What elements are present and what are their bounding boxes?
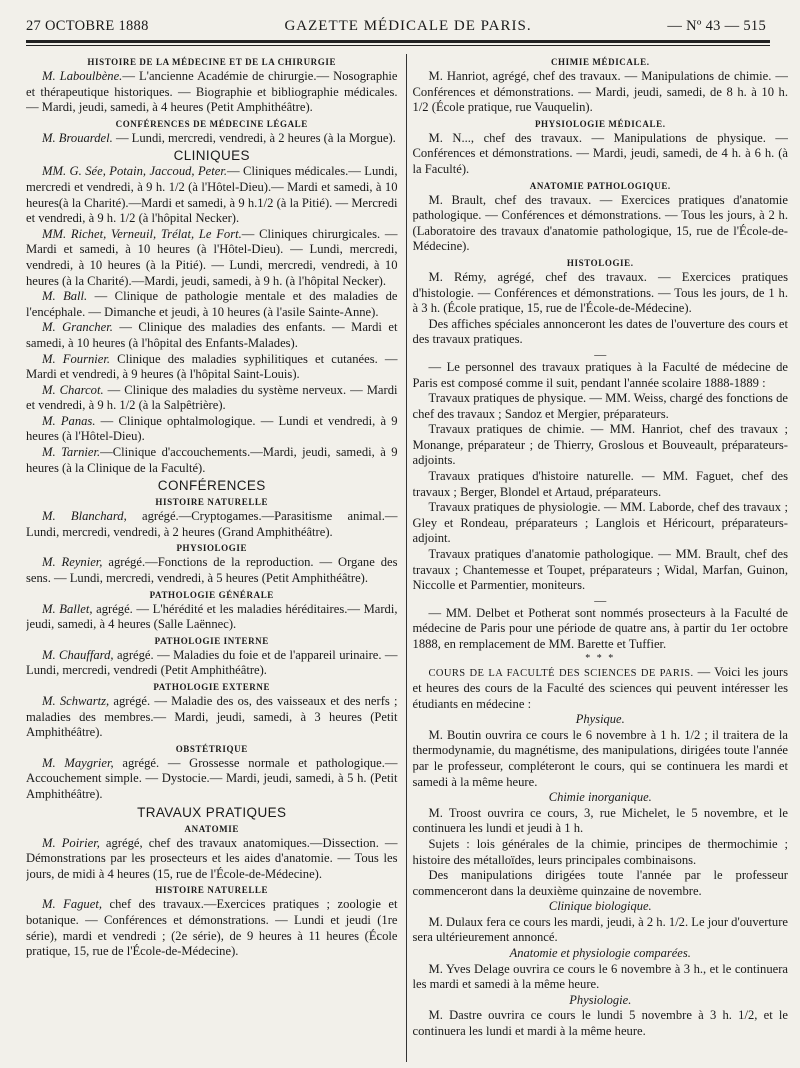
header-rule-thin: [26, 45, 770, 46]
course-entry: M. Dastre ouvrira ce cours le lundi 5 novembre à 3 h. 1/2, et le continuera les lundi et mardi à la même heure.: [412, 1008, 788, 1038]
course-entry: M. Brouardel. — Lundi, mercredi, vendredi, à 2 heures (à la Morgue).: [42, 130, 396, 145]
course-entry: Sujets : lois générales de la chimie, principes de thermochimie ; histoire des métalloïdes, leurs principales combinaisons.: [412, 836, 788, 867]
lecturer-name: M. Schwartz,: [42, 694, 110, 708]
lecturer-name: M. Laboulbène.: [42, 69, 123, 83]
header-rule-thick: [26, 40, 770, 43]
section-heading: ANATOMIE: [184, 823, 239, 834]
section-heading: PATHOLOGIE GÉNÉRALE: [149, 589, 274, 600]
section-heading: CHIMIE MÉDICALE.: [550, 57, 650, 67]
column-divider: [406, 54, 407, 1062]
lecturer-name: M. Charcot.: [42, 382, 104, 397]
course-entry: M. Dulaux fera ce cours les mardi, jeudi, à 2 h. 1/2. Le jour d'ouverture sera ultérieurement annoncé.: [412, 914, 788, 945]
lecturer-name: M. Maygrier,: [42, 755, 114, 770]
lecturer-name: M. Tarnier.: [42, 445, 101, 460]
course-entry: M. Troost ouvrira ce cours, 3, rue Michelet, le 5 novembre, et le continuera les lundi et jeudi à 1 h.: [412, 805, 788, 836]
course-entry: M. Ballet, agrégé. — L'hérédité et les maladies héréditaires.— Mardi, jeudi, samedi, à 4 heures (Salle Laënnec).: [26, 601, 398, 632]
section-heading: HISTOIRE NATURELLE: [155, 885, 269, 896]
news-paragraph: COURS DE LA FACULTÉ DES SCIENCES DE PARIS. — Voici les jours et heures des cours de la Faculté des sciences qui peuvent intéresser les étudiants en médecine :: [412, 664, 788, 711]
section-heading: HISTOIRE DE LA MÉDECINE ET DE LA CHIRURGIE: [87, 57, 337, 67]
course-entry: M. Grancher. — Clinique des maladies des enfants. — Mardi et samedi, à 10 heures (à l'hôpital des Enfants-Malades).: [26, 320, 398, 350]
separator-dash: —: [594, 346, 607, 361]
lecturer-name: M. Panas.: [42, 413, 96, 428]
asterism-separator: * * *: [585, 652, 616, 664]
course-entry: M. Panas. — Clinique ophtalmologique. — Lundi et vendredi, à 9 heures (à l'Hôtel-Dieu).: [26, 413, 398, 444]
staff-entry: Travaux pratiques de physiologie. — MM. Laborde, chef des travaux ; Gley et Rondeau, préparateurs ; Langlois et Héricourt, préparateurs-adjoint.: [412, 500, 788, 546]
right-column: [413, 54, 788, 1062]
course-entry: M. Poirier, agrégé, chef des travaux anatomiques.—Dissection. — Démonstrations par les prosecteurs et les aides d'anatomie. — Tous les jours, de midi à 4 heures (15, rue de l'École-de-Médecine).: [26, 835, 398, 881]
columns: [26, 54, 788, 1062]
running-head: [26, 18, 766, 35]
course-entry: M. Schwartz, agrégé. — Maladie des os, des vaisseaux et des nerfs ; maladies des membres.— Mardi, jeudi, samedi, à 3 heures (Petit Amphithéâtre).: [26, 694, 398, 740]
course-entry: M. Maygrier, agrégé. — Grossesse normale et pathologique.— Accouchement simple. — Dystocie.— Mardi, jeudi, samedi, à 5 h. (Petit Amphithéâtre).: [26, 755, 398, 801]
course-entry: M. Hanriot, agrégé, chef des travaux. — Manipulations de chimie. — Conférences et démonstrations. — Mardi, jeudi, samedi, de 8 h. à 10 h. 1/2 (École pratique, rue Vauquelin).: [412, 69, 788, 115]
course-entry: M. Ball. — Clinique de pathologie mentale et des maladies de l'encéphale. — Dimanche et jeudi, à 10 heures (à l'asile Sainte-Anne).: [26, 289, 398, 319]
lecturer-name: M. Chauffard,: [42, 647, 114, 662]
course-entry: M. Fournier. Clinique des maladies syphilitiques et cutanées. — Mardi et vendredi, à 9 heures (à l'hôpital Saint-Louis).: [26, 351, 398, 382]
course-entry: MM. Richet, Verneuil, Trélat, Le Fort.— Cliniques chirurgicales. — Mardi et samedi, à 10 heures (à l'Hôtel-Dieu). — Lundi, mercredi, vendredi, à 10 heures (à la Pitié). — Lundi, mercredi, vendredi, à 10 heures (à la Charité).—Mardi, jeudi, samedi, à 9 h. (à l'hôpital Necker).: [26, 226, 398, 288]
staff-entry: Travaux pratiques d'anatomie pathologique. — MM. Brault, chef des travaux ; Chantemesse et Toupet, préparateurs ; Widal, Marfan, Guinon, Niccolle et Parmentier, moniteurs.: [412, 547, 788, 593]
run-in-heading: COURS DE LA FACULTÉ DES SCIENCES DE PARIS.: [428, 667, 694, 679]
course-entry: M. Charcot. — Clinique des maladies du système nerveux. — Mardi et vendredi, à 9 h. 1/2 (à la Salpêtrière).: [26, 382, 398, 413]
lecturer-name: M. Poirier,: [42, 835, 100, 850]
separator-dash: —: [594, 592, 607, 607]
course-entry: M. Reynier, agrégé.—Fonctions de la reproduction. — Organe des sens. — Lundi, mercredi, vendredi, à 5 heures (Petit Amphithéâtre).: [26, 555, 398, 586]
lecturer-name: M. Reynier,: [42, 555, 103, 570]
section-heading: PHYSIOLOGIE: [176, 543, 248, 554]
course-entry: Des manipulations dirigées toute l'année par le professeur commenceront dans la deuxième quinzaine de novembre.: [412, 868, 788, 898]
course-entry: M. Blanchard, agrégé.—Cryptogames.—Parasitisme animal.— Lundi, mercredi, vendredi, à 2 heures (Grand Amphithéâtre).: [26, 509, 398, 539]
course-entry: M. Laboulbène.— L'ancienne Académie de chirurgie.— Nosographie et thérapeutique historiques. — Biographie et bibliographie médicales. — Mardi, jeudi, samedi, à 4 heures (Petit Amphithéâtre).: [26, 69, 398, 115]
course-entry: MM. G. Sée, Potain, Jaccoud, Peter.— Cliniques médicales.— Lundi, mercredi et vendredi, à 9 h. 1/2 (à l'Hôtel-Dieu).— Mardi et samedi, à 10 heures(à la Charité).—Mardi et samedi, à 9 h.1/2 (à la Pitié). — Mercredi et vendredi, à 9 h. 1/2 (à l'hôpital Necker).: [26, 164, 398, 226]
course-entry: M. Faguet, chef des travaux.—Exercices pratiques ; zoologie et botanique. — Conférences et démonstrations. — Lundi et jeudi (1re série), mardi et vendredi ; (2e série), de 9 heures à 11 heures (École pratique, 15, rue de l'École-de-Médecine).: [26, 897, 398, 959]
lecturer-name: M. Blanchard,: [42, 509, 127, 524]
subject-heading: Anatomie et physiologie comparées.: [509, 946, 691, 960]
subject-heading: Clinique biologique.: [548, 899, 652, 914]
course-entry: M. Rémy, agrégé, chef des travaux. — Exercices pratiques d'histologie. — Conférences et démonstrations. — Tous les jours, de 1 h. à 3 h. (École pratique, 15, rue de l'École-de-Médecine).: [412, 269, 788, 316]
subject-heading: Physiologie.: [569, 992, 632, 1007]
course-entry: M. Boutin ouvrira ce cours le 6 novembre à 1 h. 1/2 ; il traitera de la thermodynamie, du magnétisme, des manipulations, dirigées toute l'année par le professeur, compléteront le cours, qui se continuera les mardi et samedi à la même heure.: [412, 727, 788, 789]
major-heading: CONFÉRENCES: [157, 478, 266, 494]
notice-paragraph: Des affiches spéciales annonceront les dates de l'ouverture des cours et des travaux pratiques.: [412, 316, 788, 347]
section-heading: HISTOIRE NATURELLE: [155, 497, 269, 508]
subject-heading: Physique.: [575, 712, 625, 727]
issue-date: 27 OCTOBRE 1888: [26, 18, 149, 34]
section-heading: ANATOMIE PATHOLOGIQUE.: [529, 180, 671, 191]
lecturer-name: MM. Richet, Verneuil, Trélat, Le Fort.: [42, 226, 242, 241]
lecturer-name: M. Ball.: [42, 289, 88, 304]
major-heading: CLINIQUES: [173, 148, 250, 164]
course-entry: M. N..., chef des travaux. — Manipulations de physique. — Conférences et démonstrations. — Mardi, jeudi, samedi, de 4 h. à 6 h. (à la Faculté).: [412, 130, 788, 176]
staff-entry: Travaux pratiques d'histoire naturelle. — MM. Faguet, chef des travaux ; Berger, Blondel et Artaud, préparateurs.: [412, 469, 788, 499]
news-paragraph: — MM. Delbet et Potherat sont nommés prosecteurs à la Faculté de médecine de Paris pour une période de quatre ans, à partir du 1er octobre 1888, en remplacement de MM. Barette et Tuffier.: [412, 605, 788, 651]
lecturer-name: M. Ballet,: [42, 601, 93, 616]
lecturer-name: M. Faguet,: [42, 897, 102, 912]
subject-heading: Chimie inorganique.: [548, 790, 652, 805]
course-entry: M. Brault, chef des travaux. — Exercices pratiques d'anatomie pathologique. — Conférences et démonstrations. — Tous les jours, à 2 h. (Laboratoire des travaux d'anatomie pathologique, 15, rue de l'École-de-Médecine).: [412, 192, 788, 254]
staff-entry: Travaux pratiques de physique. — MM. Weiss, chargé des fonctions de chef des travaux ; Sandoz et Mergier, préparateurs.: [412, 391, 788, 421]
section-heading: CONFÉRENCES DE MÉDECINE LÉGALE: [115, 118, 308, 129]
issue-number: — Nº 43 — 515: [667, 18, 766, 34]
journal-title: GAZETTE MÉDICALE DE PARIS.: [284, 18, 532, 34]
course-entry: M. Chauffard, agrégé. — Maladies du foie et de l'appareil urinaire. — Lundi, mercredi, vendredi (Petit Amphithéâtre).: [26, 647, 398, 678]
section-heading: PATHOLOGIE EXTERNE: [153, 682, 271, 692]
course-entry: M. Tarnier.—Clinique d'accouchements.—Mardi, jeudi, samedi, à 9 heures (à la Clinique de la Faculté).: [26, 445, 398, 475]
lecturer-name: M. Brouardel.: [42, 130, 113, 145]
lecturer-name: M. Grancher.: [42, 320, 113, 335]
section-heading: PHYSIOLOGIE MÉDICALE.: [534, 118, 666, 129]
course-entry: M. Yves Delage ouvrira ce cours le 6 novembre à 3 h., et le continuera les mardi et samedi à la même heure.: [412, 961, 788, 992]
section-heading: PATHOLOGIE INTERNE: [154, 635, 269, 646]
section-heading: HISTOLOGIE.: [566, 257, 634, 268]
news-paragraph: — Le personnel des travaux pratiques à la Faculté de médecine de Paris est composé comme il suit, pendant l'année scolaire 1888-1889 :: [412, 359, 788, 390]
lecturer-name: MM. G. Sée, Potain, Jaccoud, Peter.: [42, 164, 228, 179]
section-heading: OBSTÉTRIQUE: [175, 743, 248, 754]
left-column: [26, 54, 398, 1062]
lecturer-name: M. Fournier.: [42, 351, 111, 366]
major-heading: TRAVAUX PRATIQUES: [137, 804, 287, 820]
staff-entry: Travaux pratiques de chimie. — MM. Hanriot, chef des travaux ; Monange, préparateur ; de Thierry, Groslous et Bouveault, préparateurs-adjoints.: [412, 422, 788, 468]
